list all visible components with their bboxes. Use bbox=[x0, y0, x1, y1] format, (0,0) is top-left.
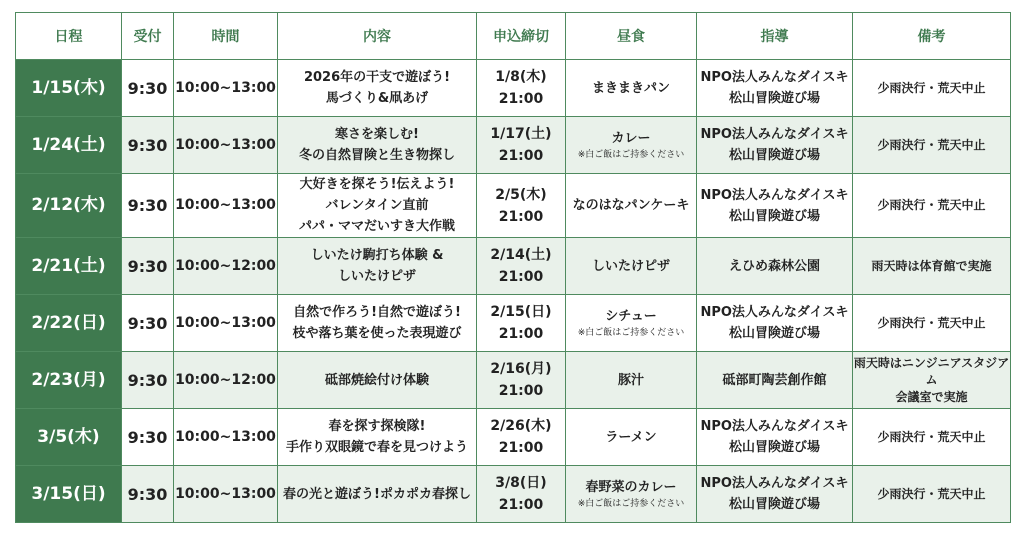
table-row bbox=[16, 352, 1011, 409]
lunch-name: シチュー bbox=[605, 309, 657, 324]
leader-line: NPO法人みんなダイスキ bbox=[700, 70, 849, 85]
reception-cell: 9:30 bbox=[122, 174, 174, 238]
leader-line: 松山冒険遊び場 bbox=[728, 91, 820, 106]
leader-line: 砥部町陶芸創作館 bbox=[722, 372, 827, 388]
header-content: 内容 bbox=[278, 13, 477, 60]
deadline-cell bbox=[477, 60, 566, 117]
content-line: 寒さを楽しむ! bbox=[335, 127, 419, 142]
table-row bbox=[16, 60, 1011, 117]
lunch-note: ※白ご飯はご持参ください bbox=[577, 150, 685, 160]
leader-line: NPO法人みんなダイスキ bbox=[700, 476, 849, 491]
hours-cell: 10:00~13:00 bbox=[174, 466, 278, 523]
header-leader: 指導 bbox=[697, 13, 853, 60]
remarks-line: 少雨決行・荒天中止 bbox=[877, 486, 986, 501]
leader-cell bbox=[697, 466, 853, 523]
leader-line: NPO法人みんなダイスキ bbox=[700, 127, 849, 142]
remarks-cell bbox=[853, 409, 1011, 466]
deadline-cell bbox=[477, 238, 566, 295]
deadline-cell bbox=[477, 295, 566, 352]
content-cell bbox=[278, 117, 477, 174]
deadline-line: 21:00 bbox=[498, 91, 544, 107]
remarks-cell bbox=[853, 238, 1011, 295]
reception-cell: 9:30 bbox=[122, 409, 174, 466]
date-cell: 1/24(土) bbox=[16, 117, 122, 174]
remarks-cell bbox=[853, 352, 1011, 409]
deadline-line: 1/8(木) bbox=[495, 69, 547, 85]
leader-line: 松山冒険遊び場 bbox=[728, 497, 820, 512]
content-cell bbox=[278, 174, 477, 238]
content-line: 大好きを探そう!伝えよう! bbox=[299, 177, 455, 192]
leader-cell bbox=[697, 238, 853, 295]
content-line: 砥部焼絵付け体験 bbox=[324, 372, 429, 388]
schedule-table bbox=[15, 12, 1011, 523]
schedule-table-wrapper bbox=[15, 12, 1011, 523]
lunch-cell bbox=[566, 174, 697, 238]
deadline-line: 21:00 bbox=[498, 497, 544, 513]
lunch-cell bbox=[566, 238, 697, 295]
remarks-line: 少雨決行・荒天中止 bbox=[877, 137, 986, 152]
remarks-line: 会議室で実施 bbox=[895, 389, 968, 404]
lunch-name: なのはなパンケーキ bbox=[572, 198, 690, 213]
leader-line: 松山冒険遊び場 bbox=[728, 148, 820, 163]
remarks-line: 少雨決行・荒天中止 bbox=[877, 80, 986, 95]
remarks-line: 少雨決行・荒天中止 bbox=[877, 315, 986, 330]
leader-cell bbox=[697, 117, 853, 174]
deadline-line: 21:00 bbox=[498, 383, 544, 399]
leader-cell bbox=[697, 352, 853, 409]
hours-cell: 10:00~13:00 bbox=[174, 60, 278, 117]
content-cell bbox=[278, 466, 477, 523]
hours-cell: 10:00~13:00 bbox=[174, 295, 278, 352]
leader-line: NPO法人みんなダイスキ bbox=[700, 419, 849, 434]
content-line: 冬の自然冒険と生き物探し bbox=[298, 148, 455, 163]
content-line: 枝や落ち葉を使った表現遊び bbox=[292, 326, 462, 341]
content-line: パパ・ママだいすき大作戦 bbox=[298, 219, 455, 234]
leader-line: 松山冒険遊び場 bbox=[728, 440, 820, 455]
deadline-line: 1/17(土) bbox=[490, 126, 552, 142]
leader-line: 松山冒険遊び場 bbox=[728, 208, 820, 224]
header-remarks: 備考 bbox=[853, 13, 1011, 60]
lunch-cell bbox=[566, 117, 697, 174]
reception-cell: 9:30 bbox=[122, 295, 174, 352]
content-line: 春の光と遊ぼう!ポカポカ春探し bbox=[283, 486, 471, 502]
reception-cell: 9:30 bbox=[122, 352, 174, 409]
content-line: 手作り双眼鏡で春を見つけよう bbox=[285, 440, 468, 455]
lunch-cell bbox=[566, 352, 697, 409]
deadline-line: 2/16(月) bbox=[490, 361, 552, 377]
deadline-line: 3/8(日) bbox=[495, 475, 547, 491]
leader-cell bbox=[697, 295, 853, 352]
content-line: 春を探す探検隊! bbox=[328, 419, 426, 434]
lunch-name: まきまきパン bbox=[591, 80, 670, 96]
hours-cell: 10:00~13:00 bbox=[174, 409, 278, 466]
remarks-cell bbox=[853, 60, 1011, 117]
remarks-line: 少雨決行・荒天中止 bbox=[877, 429, 986, 444]
deadline-line: 21:00 bbox=[498, 269, 544, 285]
header-deadline: 申込締切 bbox=[477, 13, 566, 60]
remarks-cell bbox=[853, 466, 1011, 523]
leader-line: NPO法人みんなダイスキ bbox=[700, 305, 849, 320]
lunch-note: ※白ご飯はご持参ください bbox=[577, 328, 685, 338]
deadline-cell bbox=[477, 409, 566, 466]
hours-cell: 10:00~12:00 bbox=[174, 238, 278, 295]
remarks-cell bbox=[853, 174, 1011, 238]
remarks-line: 雨天時は体育館で実施 bbox=[871, 258, 992, 273]
lunch-name: ラーメン bbox=[605, 429, 657, 445]
date-cell: 2/21(土) bbox=[16, 238, 122, 295]
deadline-line: 21:00 bbox=[498, 208, 544, 225]
content-cell bbox=[278, 409, 477, 466]
deadline-line: 2/14(土) bbox=[490, 247, 552, 263]
deadline-line: 2/26(木) bbox=[490, 418, 552, 434]
header-row bbox=[16, 13, 1011, 60]
deadline-line: 21:00 bbox=[498, 440, 544, 456]
table-header bbox=[16, 13, 1011, 60]
date-cell: 3/5(木) bbox=[16, 409, 122, 466]
deadline-cell bbox=[477, 466, 566, 523]
content-line: しいたけ駒打ち体験 & bbox=[310, 248, 444, 263]
remarks-line: 少雨決行・荒天中止 bbox=[877, 198, 986, 212]
lunch-cell bbox=[566, 295, 697, 352]
deadline-line: 21:00 bbox=[498, 326, 544, 342]
table-row bbox=[16, 238, 1011, 295]
leader-line: NPO法人みんなダイスキ bbox=[700, 187, 849, 203]
lunch-cell bbox=[566, 60, 697, 117]
leader-cell bbox=[697, 60, 853, 117]
table-row bbox=[16, 174, 1011, 238]
hours-cell: 10:00~13:00 bbox=[174, 174, 278, 238]
remarks-line: 雨天時はニンジニアスタジアム bbox=[853, 355, 1010, 387]
leader-line: えひめ森林公園 bbox=[728, 258, 820, 274]
deadline-line: 2/5(木) bbox=[495, 186, 547, 203]
content-line: バレンタイン直前 bbox=[325, 198, 429, 213]
remarks-cell bbox=[853, 117, 1011, 174]
remarks-cell bbox=[853, 295, 1011, 352]
reception-cell: 9:30 bbox=[122, 238, 174, 295]
date-cell: 2/22(日) bbox=[16, 295, 122, 352]
table-row bbox=[16, 409, 1011, 466]
table-row bbox=[16, 117, 1011, 174]
deadline-line: 2/15(日) bbox=[490, 304, 552, 320]
reception-cell: 9:30 bbox=[122, 117, 174, 174]
lunch-name: しいたけピザ bbox=[591, 258, 670, 274]
date-cell: 2/23(月) bbox=[16, 352, 122, 409]
hours-cell: 10:00~12:00 bbox=[174, 352, 278, 409]
content-cell bbox=[278, 295, 477, 352]
leader-cell bbox=[697, 409, 853, 466]
reception-cell: 9:30 bbox=[122, 60, 174, 117]
header-reception: 受付 bbox=[122, 13, 174, 60]
content-line: しいたけピザ bbox=[337, 269, 416, 284]
content-cell bbox=[278, 352, 477, 409]
reception-cell: 9:30 bbox=[122, 466, 174, 523]
lunch-name: 豚汁 bbox=[617, 372, 644, 388]
lunch-note: ※白ご飯はご持参ください bbox=[577, 499, 685, 509]
date-cell: 1/15(木) bbox=[16, 60, 122, 117]
table-row bbox=[16, 295, 1011, 352]
table-row bbox=[16, 466, 1011, 523]
content-cell bbox=[278, 60, 477, 117]
content-line: 馬づくり&凧あげ bbox=[325, 91, 429, 106]
deadline-cell bbox=[477, 352, 566, 409]
deadline-cell bbox=[477, 174, 566, 238]
hours-cell: 10:00~13:00 bbox=[174, 117, 278, 174]
header-lunch: 昼食 bbox=[566, 13, 697, 60]
lunch-name: 春野菜のカレー bbox=[585, 480, 677, 495]
content-line: 2026年の干支で遊ぼう! bbox=[303, 70, 451, 85]
leader-cell bbox=[697, 174, 853, 238]
header-date: 日程 bbox=[16, 13, 122, 60]
date-cell: 2/12(木) bbox=[16, 174, 122, 238]
table-body bbox=[16, 60, 1011, 523]
lunch-name: カレー bbox=[611, 131, 651, 146]
lunch-cell bbox=[566, 466, 697, 523]
header-time: 時間 bbox=[174, 13, 278, 60]
leader-line: 松山冒険遊び場 bbox=[728, 326, 820, 341]
content-cell bbox=[278, 238, 477, 295]
content-line: 自然で作ろう!自然で遊ぼう! bbox=[293, 305, 461, 320]
deadline-cell bbox=[477, 117, 566, 174]
lunch-cell bbox=[566, 409, 697, 466]
date-cell: 3/15(日) bbox=[16, 466, 122, 523]
deadline-line: 21:00 bbox=[498, 148, 544, 164]
